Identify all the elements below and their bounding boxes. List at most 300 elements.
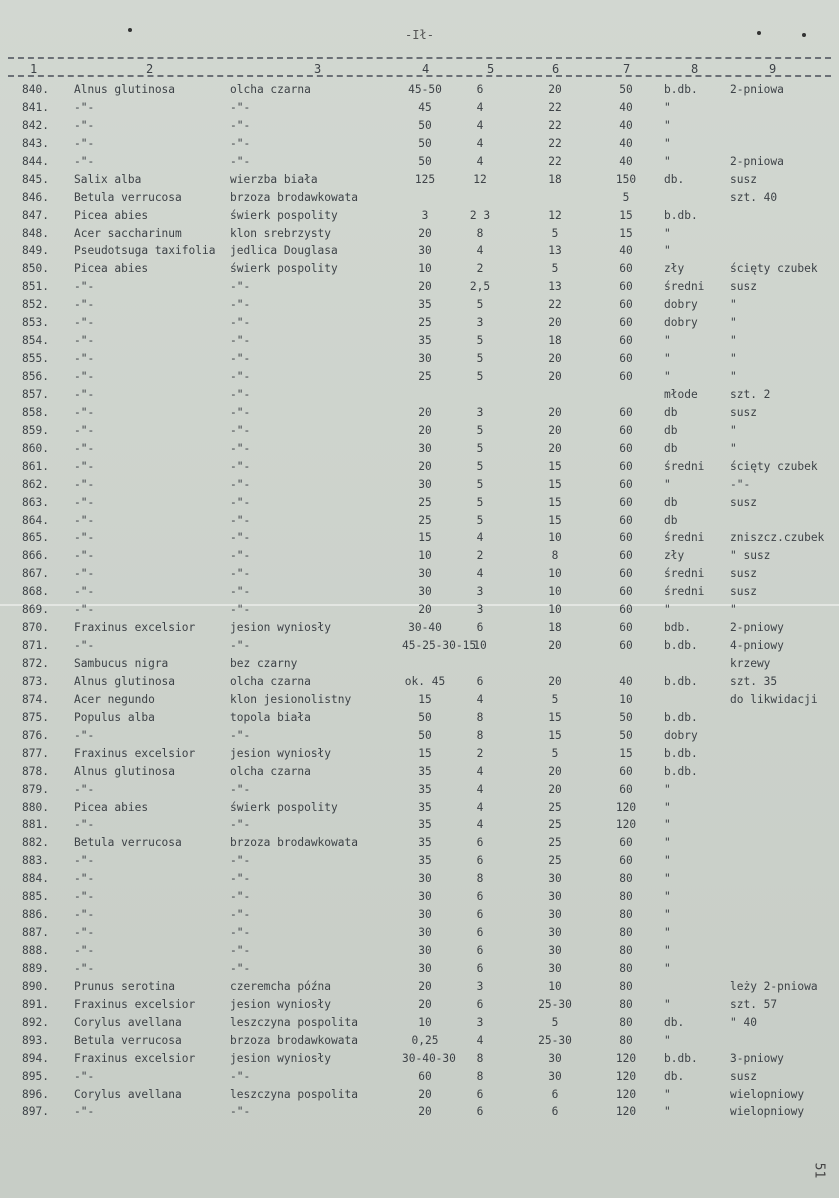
col-6-value: 18 [548, 334, 562, 348]
table-row [0, 135, 839, 153]
row-number: 884. [22, 872, 49, 886]
col-8-value: b.db. [664, 674, 698, 688]
col-6-value: 20 [548, 370, 562, 383]
polish-name: -"- [230, 154, 251, 168]
row-number: 895. [22, 1069, 49, 1083]
row-number: 852. [22, 298, 49, 312]
row-number: 856. [22, 370, 49, 383]
table-row [0, 529, 839, 547]
table-row [0, 583, 839, 601]
col-8-value: " [664, 782, 671, 796]
latin-name: -"- [74, 387, 95, 401]
table-row [0, 565, 839, 583]
polish-name: -"- [230, 549, 251, 563]
col-7-value: 120 [615, 800, 637, 814]
col-6-value: 15 [548, 495, 562, 509]
col-5-value: 6 [476, 890, 484, 904]
col-5-value: 4 [476, 531, 484, 545]
col-7-value: 50 [619, 710, 633, 724]
table-row [0, 906, 839, 924]
col-5-value: 4 [476, 154, 484, 168]
col-8-value: " [664, 603, 671, 617]
col-7-value: 60 [619, 513, 633, 527]
col-9-value: zniszcz.czubek [730, 531, 825, 545]
col-5-value: 5 [476, 459, 484, 473]
col-7-value: 80 [619, 997, 633, 1011]
table-row [0, 260, 839, 278]
row-number: 896. [22, 1087, 49, 1101]
polish-name: -"- [230, 334, 251, 348]
col-6-value: 5 [551, 746, 559, 760]
polish-name: -"- [230, 603, 251, 617]
col-9-value: szt. 40 [730, 190, 778, 204]
col-4-value: 50 [418, 118, 432, 132]
row-number: 872. [22, 657, 49, 670]
col-7-value: 60 [619, 836, 633, 850]
col-5-value: 4 [476, 136, 484, 150]
polish-name: jedlica Douglasa [230, 244, 338, 258]
col-5-value: 4 [476, 244, 484, 258]
row-number: 858. [22, 405, 49, 419]
table-row [0, 996, 839, 1014]
col-4-value: 30 [418, 872, 432, 886]
polish-name: -"- [230, 441, 251, 455]
col-9-value: susz [730, 405, 757, 419]
col-6-value: 6 [551, 1087, 559, 1101]
col-4-value: 25 [418, 316, 432, 330]
col-8-value: " [664, 477, 671, 491]
latin-name: -"- [74, 818, 95, 832]
latin-name: -"- [74, 334, 95, 348]
latin-name: Prunus serotina [74, 979, 176, 993]
header-rule-top [8, 57, 831, 59]
table-row [0, 547, 839, 565]
column-header-6: 6 [552, 62, 560, 76]
latin-name: Fraxinus excelsior [74, 746, 196, 760]
latin-name: -"- [74, 585, 95, 599]
col-6-value: 18 [548, 621, 562, 635]
col-4-value: 60 [418, 1069, 432, 1083]
col-5-value: 12 [473, 172, 487, 186]
table-row [0, 978, 839, 996]
polish-name: -"- [230, 782, 251, 796]
latin-name: -"- [74, 961, 95, 975]
col-8-value: " [664, 334, 671, 348]
col-4-value: 30 [418, 944, 432, 957]
col-6-value: 22 [548, 298, 562, 312]
table-row [0, 476, 839, 494]
col-8-value: " [664, 118, 671, 132]
table-row [0, 1086, 839, 1104]
col-5-value: 2 3 [469, 208, 491, 222]
col-7-value: 60 [619, 316, 633, 330]
col-7-value: 10 [619, 692, 633, 706]
table-row [0, 763, 839, 781]
col-4-value: 25 [418, 370, 432, 383]
polish-name: -"- [230, 370, 251, 383]
latin-name: Sambucus nigra [74, 657, 169, 670]
table-row [0, 852, 839, 870]
table-row [0, 1050, 839, 1068]
latin-name: -"- [74, 154, 95, 168]
latin-name: -"- [74, 298, 95, 312]
table-row [0, 494, 839, 512]
col-7-value: 120 [615, 1087, 637, 1101]
col-4-value: 10 [418, 549, 432, 563]
col-6-value: 30 [548, 926, 562, 940]
col-5-value: 8 [476, 226, 484, 240]
col-7-value: 60 [619, 621, 633, 635]
row-number: 891. [22, 997, 49, 1011]
col-4-value: 0,25 [411, 1033, 439, 1047]
col-6-value: 20 [548, 639, 562, 653]
latin-name: Alnus glutinosa [74, 83, 176, 96]
col-7-value: 80 [619, 1033, 633, 1047]
row-number: 870. [22, 621, 49, 635]
table-row [0, 207, 839, 225]
col-4-value: 35 [418, 298, 432, 312]
row-number: 844. [22, 154, 49, 168]
col-4-value: 20 [418, 997, 432, 1011]
table-row [0, 1014, 839, 1032]
polish-name: -"- [230, 298, 251, 312]
polish-name: olcha czarna [230, 674, 311, 688]
col-7-value: 40 [619, 136, 633, 150]
row-number: 886. [22, 908, 49, 922]
col-9-value: susz [730, 567, 757, 581]
latin-name: -"- [74, 513, 95, 527]
table-row [0, 189, 839, 207]
column-header-9: 9 [769, 62, 777, 76]
col-6-value: 15 [548, 459, 562, 473]
col-8-value: db. [664, 1015, 685, 1029]
row-number: 882. [22, 836, 49, 850]
col-9-value: " [730, 316, 737, 330]
col-6-value: 18 [548, 172, 562, 186]
col-7-value: 80 [619, 908, 633, 922]
col-8-value: " [664, 154, 671, 168]
col-4-value: 30 [418, 961, 432, 975]
table-row [0, 99, 839, 117]
polish-name: -"- [230, 961, 251, 975]
col-7-value: 15 [619, 746, 633, 760]
col-8-value: db. [664, 1069, 685, 1083]
col-4-value: 30 [418, 244, 432, 258]
col-6-value: 5 [551, 262, 559, 276]
col-4-value: 45 [418, 100, 432, 114]
col-6-value: 30 [548, 1051, 562, 1065]
col-7-value: 150 [615, 172, 637, 186]
polish-name: -"- [230, 872, 251, 886]
col-6-value: 30 [548, 890, 562, 904]
table-row [0, 153, 839, 171]
table-row [0, 225, 839, 243]
row-number: 871. [22, 639, 49, 653]
polish-name: klon srebrzysty [230, 226, 332, 240]
row-number: 845. [22, 172, 49, 186]
col-6-value: 20 [548, 423, 562, 437]
col-6-value: 10 [548, 979, 562, 993]
row-number: 869. [22, 603, 49, 617]
col-9-value: ścięty czubek [730, 262, 818, 276]
col-6-value: 25 [548, 836, 562, 850]
col-8-value: db [664, 441, 678, 455]
col-7-value: 60 [619, 764, 633, 778]
latin-name: Alnus glutinosa [74, 764, 176, 778]
col-4-value: 10 [418, 262, 432, 276]
col-4-value: 20 [418, 280, 432, 294]
col-5-value: 4 [476, 100, 484, 114]
col-6-value: 5 [551, 692, 559, 706]
col-4-value: 20 [418, 603, 432, 617]
polish-name: -"- [230, 1105, 251, 1119]
polish-name: -"- [230, 531, 251, 545]
col-7-value: 60 [619, 334, 633, 348]
col-5-value: 5 [476, 334, 484, 348]
col-5-value: 4 [476, 818, 484, 832]
latin-name: -"- [74, 405, 95, 419]
latin-name: -"- [74, 459, 95, 473]
col-5-value: 6 [476, 621, 484, 635]
col-5-value: 6 [476, 674, 484, 688]
polish-name: świerk pospolity [230, 262, 338, 276]
col-7-value: 60 [619, 298, 633, 312]
col-4-value: 45-50 [408, 83, 442, 96]
latin-name: Picea abies [74, 800, 149, 814]
row-number: 847. [22, 208, 49, 222]
col-9-value: szt. 35 [730, 674, 778, 688]
latin-name: Pseudotsuga taxifolia [74, 244, 216, 258]
col-8-value: dobry [664, 728, 698, 742]
polish-name: -"- [230, 316, 251, 330]
polish-name: brzoza brodawkowata [230, 836, 358, 850]
col-6-value: 30 [548, 944, 562, 957]
col-5-value: 2 [476, 549, 484, 563]
latin-name: -"- [74, 352, 95, 366]
col-8-value: średni [664, 459, 705, 473]
col-6-value: 12 [548, 208, 562, 222]
polish-name: świerk pospolity [230, 208, 338, 222]
polish-name: -"- [230, 639, 251, 653]
row-number: 862. [22, 477, 49, 491]
col-7-value: 60 [619, 423, 633, 437]
col-7-value: 60 [619, 782, 633, 796]
col-4-value: 30 [418, 352, 432, 366]
row-number: 846. [22, 190, 49, 204]
col-5-value: 8 [476, 1051, 484, 1065]
col-8-value: b.db. [664, 83, 698, 96]
table-row [0, 709, 839, 727]
col-8-value: b.db. [664, 208, 698, 222]
table-row [0, 655, 839, 673]
latin-name: -"- [74, 728, 95, 742]
col-7-value: 40 [619, 244, 633, 258]
col-7-value: 50 [619, 83, 633, 96]
col-9-value: " [730, 603, 737, 617]
col-6-value: 25-30 [538, 1033, 572, 1047]
col-6-value: 13 [548, 244, 562, 258]
col-8-value: " [664, 926, 671, 940]
table-row [0, 440, 839, 458]
col-8-value: średni [664, 567, 705, 581]
col-8-value: " [664, 944, 671, 957]
col-8-value: db [664, 423, 678, 437]
col-9-value: susz [730, 172, 757, 186]
col-8-value: b.db. [664, 764, 698, 778]
col-4-value: 20 [418, 1087, 432, 1101]
col-9-value: -"- [730, 477, 751, 491]
col-6-value: 30 [548, 908, 562, 922]
col-5-value: 2 [476, 746, 484, 760]
latin-name: -"- [74, 908, 95, 922]
polish-name: leszczyna pospolita [230, 1087, 358, 1101]
col-5-value: 5 [476, 298, 484, 312]
col-4-value: 35 [418, 764, 432, 778]
row-number: 867. [22, 567, 49, 581]
col-5-value: 6 [476, 854, 484, 868]
col-4-value: 15 [418, 746, 432, 760]
col-4-value: 35 [418, 836, 432, 850]
row-number: 889. [22, 961, 49, 975]
col-6-value: 20 [548, 782, 562, 796]
row-number: 843. [22, 136, 49, 150]
col-8-value: " [664, 100, 671, 114]
col-8-value: " [664, 908, 671, 922]
col-8-value: " [664, 818, 671, 832]
col-8-value: " [664, 352, 671, 366]
col-9-value: leży 2-pniowa [730, 979, 818, 993]
row-number: 849. [22, 244, 49, 258]
col-4-value: 25 [418, 513, 432, 527]
col-5-value: 3 [476, 405, 484, 419]
col-5-value: 3 [476, 1015, 484, 1029]
col-5-value: 5 [476, 477, 484, 491]
col-5-value: 2 [476, 262, 484, 276]
row-number: 857. [22, 387, 49, 401]
tree-inventory-table [0, 81, 839, 1121]
col-5-value: 8 [476, 1069, 484, 1083]
polish-name: -"- [230, 513, 251, 527]
latin-name: -"- [74, 782, 95, 796]
col-4-value: 30 [418, 908, 432, 922]
col-8-value: średni [664, 280, 705, 294]
polish-name: olcha czarna [230, 764, 311, 778]
table-row [0, 1103, 839, 1121]
col-9-value: " [730, 334, 737, 348]
col-8-value: b.db. [664, 710, 698, 724]
header-rule-bottom [8, 75, 831, 77]
col-5-value: 5 [476, 495, 484, 509]
latin-name: -"- [74, 854, 95, 868]
latin-name: Populus alba [74, 710, 155, 724]
col-6-value: 10 [548, 567, 562, 581]
col-5-value: 3 [476, 585, 484, 599]
col-5-value: 4 [476, 800, 484, 814]
polish-name: -"- [230, 459, 251, 473]
table-row [0, 350, 839, 368]
col-5-value: 2,5 [469, 280, 491, 294]
polish-name: jesion wyniosły [230, 746, 332, 760]
col-7-value: 60 [619, 639, 633, 653]
table-row [0, 870, 839, 888]
row-number: 879. [22, 782, 49, 796]
col-5-value: 6 [476, 836, 484, 850]
col-9-value: " [730, 370, 737, 383]
table-row [0, 834, 839, 852]
table-row [0, 888, 839, 906]
col-9-value: " 40 [730, 1015, 757, 1029]
latin-name: Picea abies [74, 262, 149, 276]
col-9-value: do likwidacji [730, 692, 818, 706]
row-number: 854. [22, 334, 49, 348]
col-8-value: db [664, 405, 678, 419]
row-number: 865. [22, 531, 49, 545]
col-8-value: średni [664, 531, 705, 545]
row-number: 873. [22, 674, 49, 688]
table-row [0, 727, 839, 745]
col-5-value: 6 [476, 83, 484, 96]
table-row [0, 386, 839, 404]
latin-name: -"- [74, 423, 95, 437]
table-row [0, 924, 839, 942]
col-9-value: wielopniowy [730, 1087, 805, 1101]
col-6-value: 22 [548, 154, 562, 168]
table-row [0, 171, 839, 189]
polish-name: klon jesionolistny [230, 692, 352, 706]
col-7-value: 40 [619, 674, 633, 688]
col-6-value: 20 [548, 674, 562, 688]
col-7-value: 120 [615, 1069, 637, 1083]
col-6-value: 20 [548, 316, 562, 330]
col-6-value: 25 [548, 800, 562, 814]
col-7-value: 80 [619, 1015, 633, 1029]
col-8-value: b.db. [664, 746, 698, 760]
col-8-value: db [664, 495, 678, 509]
row-number: 850. [22, 262, 49, 276]
table-row [0, 296, 839, 314]
row-number: 880. [22, 800, 49, 814]
col-7-value: 60 [619, 405, 633, 419]
polish-name: jesion wyniosły [230, 621, 332, 635]
col-7-value: 60 [619, 549, 633, 563]
polish-name: bez czarny [230, 657, 298, 670]
latin-name: -"- [74, 603, 95, 617]
col-8-value: " [664, 1033, 671, 1047]
table-row [0, 619, 839, 637]
col-7-value: 120 [615, 1051, 637, 1065]
row-number: 840. [22, 83, 49, 96]
table-row [0, 1032, 839, 1050]
polish-name: -"- [230, 352, 251, 366]
col-5-value: 4 [476, 118, 484, 132]
col-9-value: " [730, 352, 737, 366]
col-5-value: 10 [473, 639, 487, 653]
col-4-value: 20 [418, 405, 432, 419]
col-9-value: 2-pniowa [730, 83, 784, 96]
col-8-value: b.db. [664, 1051, 698, 1065]
column-header-3: 3 [314, 62, 322, 76]
table-row [0, 117, 839, 135]
col-9-value: 4-pniowy [730, 639, 784, 653]
row-number: 885. [22, 890, 49, 904]
row-number: 881. [22, 818, 49, 832]
col-7-value: 60 [619, 459, 633, 473]
polish-name: -"- [230, 100, 251, 114]
row-number: 875. [22, 710, 49, 724]
col-6-value: 30 [548, 961, 562, 975]
latin-name: -"- [74, 280, 95, 294]
table-row [0, 1068, 839, 1086]
